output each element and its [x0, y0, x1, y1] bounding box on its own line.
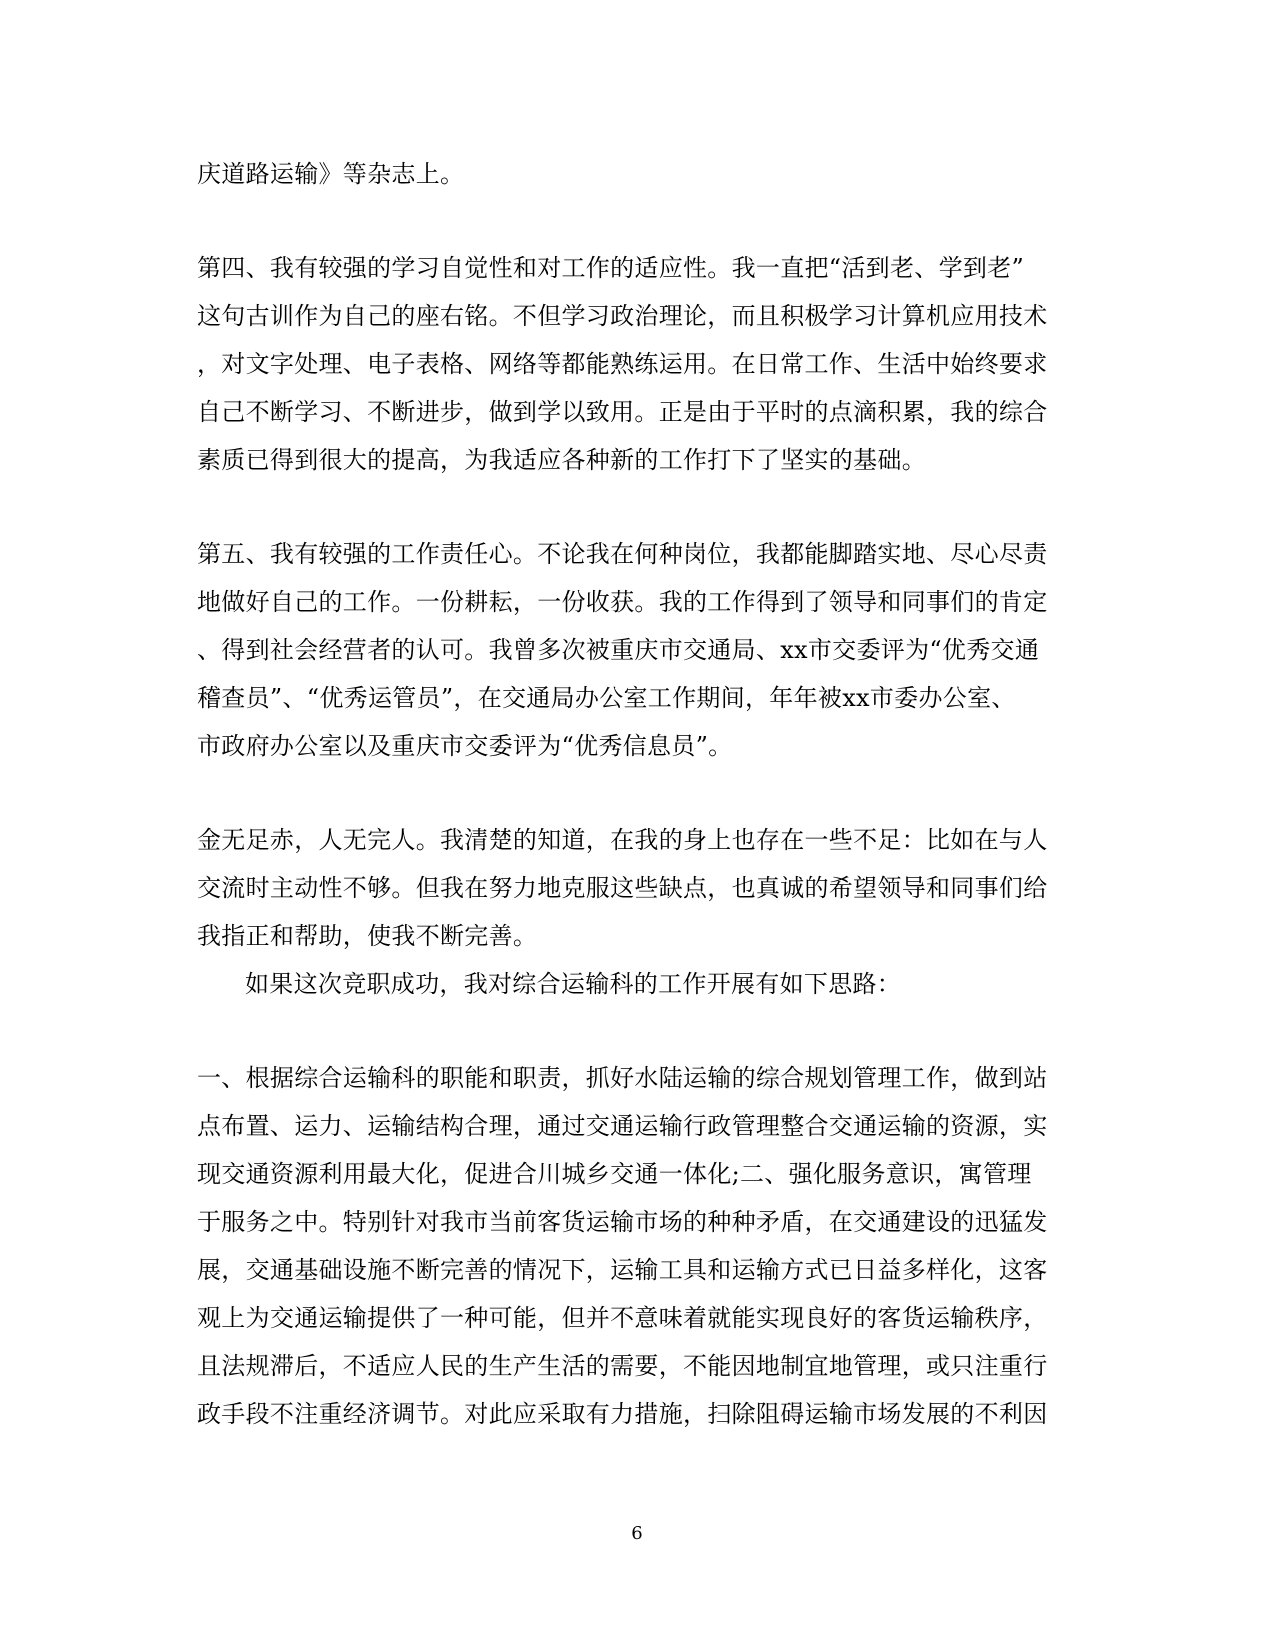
- text-line: 一、根据综合运输科的职能和职责，抓好水陆运输的综合规划管理工作，做到站: [197, 1064, 1048, 1092]
- text-line: 稽查员”、“优秀运管员”，在交通局办公室工作期间，年年被xx市委办公室、: [197, 684, 1016, 712]
- text-line: 自己不断学习、不断进步，做到学以致用。正是由于平时的点滴积累，我的综合: [197, 398, 1048, 426]
- text-line: 市政府办公室以及重庆市交委评为“优秀信息员”。: [197, 732, 733, 760]
- text-line: ，对文字处理、电子表格、网络等都能熟练运用。在日常工作、生活中始终要求: [197, 350, 1048, 378]
- text-line: 政手段不注重经济调节。对此应采取有力措施，扫除阻碍运输市场发展的不利因: [197, 1400, 1048, 1428]
- text-line: 如果这次竞职成功，我对综合运输科的工作开展有如下思路：: [245, 970, 902, 998]
- text-line: 地做好自己的工作。一份耕耘，一份收获。我的工作得到了领导和同事们的肯定: [197, 588, 1048, 616]
- text-line: 第五、我有较强的工作责任心。不论我在何种岗位，我都能脚踏实地、尽心尽责: [197, 540, 1048, 568]
- text-line: 第四、我有较强的学习自觉性和对工作的适应性。我一直把“活到老、学到老”: [197, 254, 1025, 282]
- text-line: 观上为交通运输提供了一种可能，但并不意味着就能实现良好的客货运输秩序，: [197, 1304, 1048, 1332]
- text-line: 交流时主动性不够。但我在努力地克服这些缺点，也真诚的希望领导和同事们给: [197, 874, 1048, 902]
- text-line: 、得到社会经营者的认可。我曾多次被重庆市交通局、xx市交委评为“优秀交通: [197, 636, 1040, 664]
- text-line: 庆道路运输》等杂志上。: [197, 160, 465, 188]
- text-line: 素质已得到很大的提高，为我适应各种新的工作打下了坚实的基础。: [197, 446, 926, 474]
- text-line: 金无足赤，人无完人。我清楚的知道，在我的身上也存在一些不足：比如在与人: [197, 826, 1048, 854]
- text-line: 这句古训作为自己的座右铭。不但学习政治理论，而且积极学习计算机应用技术: [197, 302, 1048, 330]
- text-line: 点布置、运力、运输结构合理，通过交通运输行政管理整合交通运输的资源，实: [197, 1112, 1048, 1140]
- text-line: 现交通资源利用最大化，促进合川城乡交通一体化;二、强化服务意识，寓管理: [197, 1160, 1032, 1188]
- text-line: 展，交通基础设施不断完善的情况下，运输工具和运输方式已日益多样化，这客: [197, 1256, 1048, 1284]
- text-line: 我指正和帮助，使我不断完善。: [197, 922, 538, 950]
- text-line: 于服务之中。特别针对我市当前客货运输市场的种种矛盾，在交通建设的迅猛发: [197, 1208, 1048, 1236]
- page-number: 6: [631, 1523, 643, 1544]
- text-line: 且法规滞后，不适应人民的生产生活的需要，不能因地制宜地管理，或只注重行: [197, 1352, 1048, 1380]
